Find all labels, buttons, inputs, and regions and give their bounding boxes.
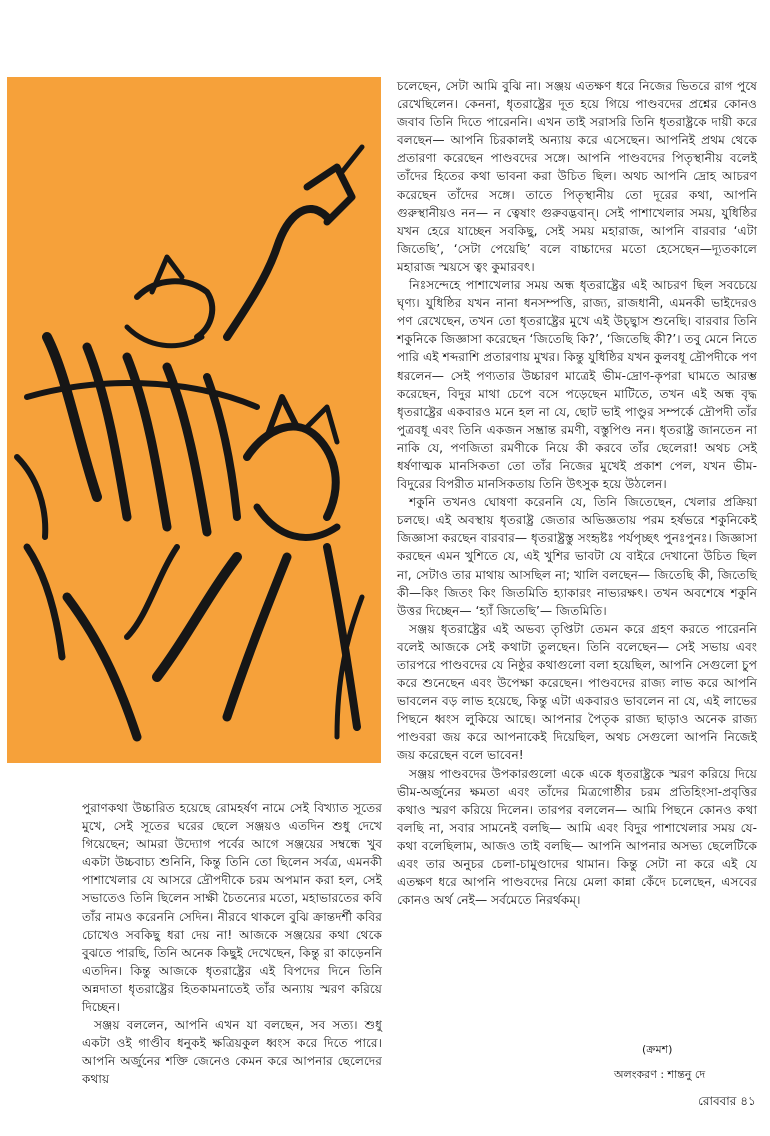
- paragraph: চলেছেন, সেটা আমি বুঝি না। সঞ্জয় এতক্ষণ ধরে নিজের ভিতরে রাগ পুষে রেখেছিলেন। কেননা, ধৃতরাষ্ট্রের দূত হয়ে গিয়ে পাণ্ডবদের প্রশ্নের কোনও জবাব তিনি দিতে পারেননি। এখন তাই সরাসরি তিনি ধৃতরাষ্ট্রকে দায়ী করে বলছেন— আপনি চিরকালই অন্যায় করে এসেছেন। আপনিই প্রথম থেকে প্রতারণা করেছেন পাণ্ডবদের সঙ্গে। আপনি পাণ্ডবদের পিতৃস্থানীয় বলেই তাঁদের হিতের কথা ভাবনা করা উচিত ছিল। অথচ আপনি দ্রোহ আচরণ করেছেন তাঁদের সঙ্গে। তাতে পিতৃস্থানীয় তো দূরের কথা, আপনি গুরুস্থানীয়ও নন— ন ত্বেষাং গুরুবদ্ভবান্। সেই পাশাখেলার সময়, যুধিষ্ঠির যখন হেরে যাচ্ছেন সবকিছু, সেই সময় মহারাজ, আপনি বারবার ‘এটা জিতেছি’, ‘সেটা পেয়েছি’ বলে বাচ্চাদের মতো হেসেছেন—দ্যূতকালে মহারাজ স্ময়সে ত্বং কুমারবৎ।: [397, 79, 757, 274]
- article-left-column: [82, 799, 382, 1089]
- paragraph: পুরাণকথা উচ্চারিত হয়েছে রোমহর্ষণ নামে সেই বিখ্যাত সূতের মুখে, সেই সূতের ঘরের ছেলে সঞ্জয়ও এতদিন শুধু দেখে গিয়েছেন; আমরা উদ্যোগ পর্বের আগে সঞ্জয়ের সম্বন্ধে খুব একটা উচ্চবাচ্য শুনিনি, কিন্তু তিনি তো ছিলেন সর্বত্র, এমনকী পাশাখেলার যে আসরে দ্রৌপদীকে চরম অপমান করা হল, সেই সভাতেও তিনি ছিলেন সাক্ষী চৈতন্যের মতো, মহাভারতের কবি তাঁর নামও করেননি সেদিন। নীরবে থাকলে বুঝি ক্রান্তদর্শী কবির চোখেও সবকিছু ধরা দেয় না! আজকে সঞ্জয়ের কথা থেকে বুঝতে পারছি, তিনি অনেক কিছুই দেখেছেন, কিন্তু রা কাড়েননি এতদিন। কিন্তু আজকে ধৃতরাষ্ট্রের এই বিপদের দিনে তিনি অন্নদাতা ধৃতরাষ্ট্রের হিতকামনাতেই তাঁর অন্যায় স্মরণ করিয়ে দিচ্ছেন।: [82, 801, 382, 1015]
- illustration-credit: অলংকরণ : শান্তনু দে: [614, 1068, 706, 1081]
- article-right-column: [397, 77, 757, 909]
- continued-note: (ক্রমশ): [642, 1043, 673, 1056]
- paragraph: শকুনি তখনও ঘোষণা করেননি যে, তিনি জিতেছেন, খেলার প্রক্রিয়া চলছে। এই অবস্থায় ধৃতরাষ্ট্র জেতার অভিজ্ঞতায় পরম হর্ষভরে শকুনিকেই জিজ্ঞাসা করছেন বারবার— ধৃতরাষ্ট্রস্তু সংহৃষ্টঃ পর্যপৃচ্ছৎ পুনঃপুনঃ। জিজ্ঞাসা করছেন এমন খুশিতে যে, এই খুশির ভাবটা যে বাইরে দেখানো উচিত ছিল না, সেটাও তার মাথায় আসছিল না; খালি বলছেন— জিতেছি কী, জিতেছি কী—কিং জিতং কিং জিতমিতি হ্যাকারং নাভ্যরক্ষৎ। তখন অবশেষে শকুনি উত্তর দিচ্ছেন— ‘হ্যাঁ জিতেছি’— জিতমিতি।: [397, 495, 757, 618]
- page-folio: রোববার ৪১: [698, 1094, 756, 1108]
- paragraph: সঞ্জয় ধৃতরাষ্ট্রের এই অভব্য তৃপ্তিটা তেমন করে গ্রহণ করতে পারেননি বলেই আজকে সেই কথাটা তুলছেন। তিনি বলেছেন— সেই সভায় এবং তারপরে পাণ্ডবদের যে নিষ্ঠুর কথাগুলো বলা হয়েছিল, আপনি সেগুলো চুপ করে শুনেছেন এবং উপেক্ষা করেছেন। পাণ্ডবদের রাজ্য লাভ করে আপনি ভাবলেন বড় লাভ হয়েছে, কিন্তু এটা একবারও ভাবলেন না যে, এই লাভের পিছনে ধ্বংস লুকিয়ে আছে। আপনার পৈতৃক রাজ্য ছাড়াও অনেক রাজ্য পাণ্ডবরা জয় করে আপনাকেই দিয়েছিল, অথচ সেগুলো আপনি নিজেই জয় করেছেন বলে ভাবেন!: [397, 621, 757, 763]
- illustration: [7, 77, 381, 763]
- paragraph: নিঃসন্দেহে পাশাখেলার সময় অন্ধ ধৃতরাষ্ট্রের এই আচরণ ছিল সবচেয়ে ঘৃণ্য। যুধিষ্ঠির যখন নানা ধনসম্পত্তি, রাজ্য, রাজধানী, এমনকী ভাইদেরও পণ রেখেছেন, তখন তো ধৃতরাষ্ট্রের মুখে এই উচ্ছ্বাস শুনেছি। বারবার তিনি শকুনিকে জিজ্ঞাসা করেছেন ‘জিতেছি কি?’, ‘জিতেছি কী?’। তবু মেনে নিতে পারি এই শব্দরাশি প্রতারণায় মুখর। কিন্তু যুধিষ্ঠির যখন কুলবধূ দ্রৌপদীকে পণ ধরলেন— সেই পণ্যতার উচ্চারণ মাত্রেই ভীম-দ্রোণ-কৃপরা ঘামতে আরম্ভ করেছেন, বিদুর মাথা চেপে বসে পড়েছেন মাটিতে, তখন এই অন্ধ বৃদ্ধ ধৃতরাষ্ট্রের একবারও মনে হল না যে, ছোট ভাই পাণ্ডুর সম্পর্কে দ্রৌপদী তাঁর পুত্রবধূ এবং তিনি একজন সম্ভ্রান্ত রমণী, বস্তুপিণ্ড নন। ধৃতরাষ্ট্র জানতেন না নাকি যে, পণজিতা রমণীকে নিয়ে কী করবে তাঁর ছেলেরা! অথচ সেই ধর্ষণাত্মক মানসিকতা তো তাঁর নিজের মুখেই প্রকাশ পেল, যখন ভীম-বিদুরের বিপরীত মানসিকতায় তিনি উৎসুক হয়ে উঠলেন।: [397, 278, 757, 492]
- paragraph: সঞ্জয় বললেন, আপনি এখন যা বলছেন, সব সত্য। শুধু একটা ওই গাণ্ডীব ধনুকই ক্ষত্রিয়কুল ধ্বংস করে দিতে পারে। আপনি অর্জুনের শক্তি জেনেও কেমন করে আপনার ছেলেদের কথায়: [82, 1018, 382, 1087]
- paragraph: সঞ্জয় পাণ্ডবদের উপকারগুলো একে একে ধৃতরাষ্ট্রকে স্মরণ করিয়ে দিয়ে ভীম-অর্জুনের ক্ষমতা এবং তাঁদের মিত্রগোষ্ঠীর চরম প্রতিহিংসা-প্রবৃত্তির কথাও স্মরণ করিয়ে দিলেন। তারপর বললেন— আমি পিছনে কোনও কথা বলছি না, সবার সামনেই বলছি— আমি এবং বিদুর পাশাখেলার সময় যে-কথা বলেছিলাম, আজও তাই বলছি— আপনি আপনার অসভ্য ছেলেটিকে এবং তার অনুচর চেলা-চামুণ্ডাদের থামান। কিন্তু সেটা না করে এই যে এতক্ষণ ধরে আপনি পাণ্ডবদের নিয়ে মেলা কান্না কেঁদে চলেছেন, এসবের কোনও অর্থ নেই— সর্বমেতে নিরর্থকম্।: [397, 766, 757, 908]
- illustration-dhritarashtra-shakuni: [7, 77, 381, 763]
